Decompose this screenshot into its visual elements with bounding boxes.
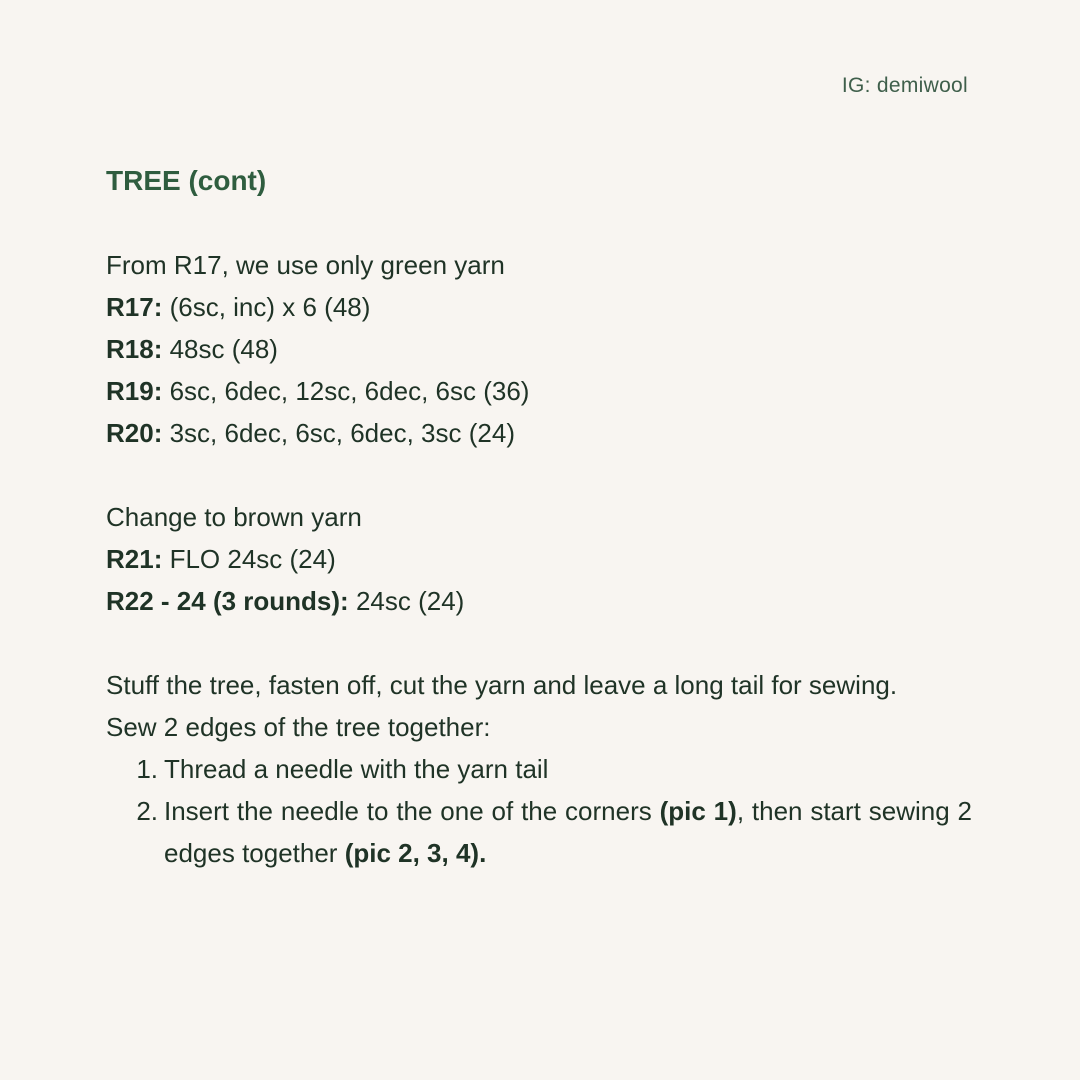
round-label: R17:: [106, 292, 163, 322]
finishing-instruction: Stuff the tree, fasten off, cut the yarn and leave a long tail for sewing.: [106, 670, 898, 700]
round-instruction: 3sc, 6dec, 6sc, 6dec, 3sc (24): [162, 418, 515, 448]
step-number: 2.: [136, 796, 158, 826]
round-label: R21:: [106, 544, 163, 574]
round-row-r20: [106, 412, 972, 454]
round-label: R19:: [106, 376, 163, 406]
section-intro: Change to brown yarn: [106, 502, 362, 532]
round-row-r19: [106, 370, 972, 412]
round-row-r21: [106, 538, 972, 580]
section-intro: From R17, we use only green yarn: [106, 250, 505, 280]
spacer: [106, 622, 972, 664]
round-instruction: (6sc, inc) x 6 (48): [162, 292, 371, 322]
step-number: 1.: [136, 754, 158, 784]
round-row-r22-24: [106, 580, 972, 622]
sewing-steps-list: [106, 748, 972, 874]
section-title: TREE (cont): [106, 165, 267, 196]
green-yarn-section: [106, 244, 972, 454]
round-instruction: 48sc (48): [162, 334, 278, 364]
finishing-section: [106, 664, 972, 874]
step-text: Thread a needle with the yarn tail: [164, 754, 549, 784]
step-text: [158, 790, 972, 874]
pic-reference: (pic 2, 3, 4).: [344, 838, 487, 868]
sewing-intro: Sew 2 edges of the tree together:: [106, 712, 491, 742]
list-item: [106, 748, 972, 790]
step-text-part: , then start sewing 2 edges together: [164, 796, 972, 868]
round-label: R20:: [106, 418, 163, 448]
round-label: R18:: [106, 334, 163, 364]
round-row-r17: [106, 286, 972, 328]
pic-reference: (pic 1): [659, 796, 737, 826]
round-row-r18: [106, 328, 972, 370]
brown-yarn-section: [106, 496, 972, 622]
spacer: [106, 202, 972, 244]
round-instruction: 24sc (24): [348, 586, 465, 616]
step-text-part: Insert the needle to the one of the corners: [164, 796, 660, 826]
spacer: [106, 454, 972, 496]
instagram-handle: IG: demiwool: [841, 74, 968, 97]
list-item: [106, 790, 972, 874]
pattern-content: [106, 160, 972, 874]
round-label: R22 - 24 (3 rounds):: [106, 586, 349, 616]
round-instruction: FLO 24sc (24): [162, 544, 336, 574]
round-instruction: 6sc, 6dec, 12sc, 6dec, 6sc (36): [162, 376, 530, 406]
